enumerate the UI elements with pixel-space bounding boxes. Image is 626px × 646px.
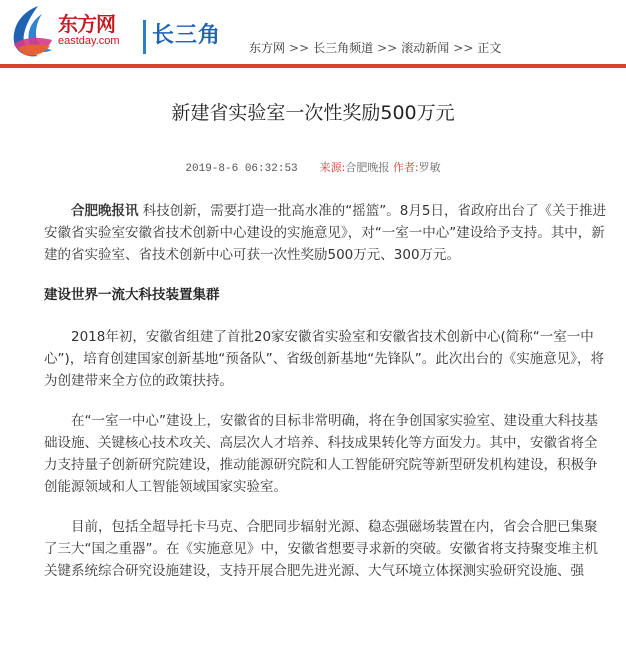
article-meta	[0, 160, 626, 177]
breadcrumb-current: 正文	[477, 41, 502, 55]
paragraph-lead: 合肥晚报讯	[71, 203, 139, 219]
article-body	[44, 200, 610, 600]
paragraph: 2018年初，安徽省组建了首批20家安徽省实验室和安徽省技术创新中心(简称“一室一中心”)，培育创建国家创新基地“预备队”、省级创新基地“先锋队”。此次出台的《实施意见》，将为创建带来全方位的政策扶持。	[44, 329, 604, 389]
source-value: 合肥晚报	[345, 161, 390, 174]
brand-domain: eastday.com	[58, 35, 120, 47]
source-label: 来源:	[319, 161, 346, 174]
paragraph: 在“一室一中心”建设上，安徽省的目标非常明确，将在争创国家实验室、建设重大科技基础设施、关键核心技术攻关、高层次人才培养、科技成果转化等方面发力。其中，安徽省将全力支持量子创新研究院建设，推动能源研究院和人工智能研究院等新型研发机构建设，积极争创能源领域和人工智能领域国家实验室。	[44, 413, 598, 495]
breadcrumb	[249, 41, 501, 55]
breadcrumb-separator: >>	[453, 41, 474, 55]
channel-title[interactable]: 长三角	[152, 23, 222, 48]
author-label: 作者:	[392, 161, 419, 174]
author-value: 罗敏	[418, 161, 441, 174]
brand-logo-text[interactable]	[58, 12, 138, 52]
site-header	[0, 0, 626, 68]
section-subheading: 建设世界一流大科技装置集群	[44, 287, 220, 303]
eastday-logo-icon[interactable]	[8, 4, 54, 58]
paragraph	[44, 200, 610, 266]
header-divider	[143, 20, 146, 54]
breadcrumb-link-news[interactable]: 滚动新闻	[401, 41, 450, 55]
breadcrumb-separator: >>	[289, 41, 310, 55]
header-accent-bar	[0, 64, 626, 68]
breadcrumb-separator: >>	[377, 41, 398, 55]
brand-name: 东方网	[58, 12, 115, 36]
paragraph-text: 科技创新，需要打造一批高水准的“摇篮”。8月5日，省政府出台了《关于推进安徽省实验室安徽省技术创新中心建设的实施意见》，对“一室一中心”建设给予支持。其中，新建的省实验室、省技术创新中心可获一次性奖励500万元、300万元。	[44, 203, 606, 263]
publish-time: 2019-8-6 06:32:53	[185, 163, 298, 175]
article-title: 新建省实验室一次性奖励500万元	[171, 102, 455, 124]
paragraph: 目前，包括全超导托卡马克、合肥同步辐射光源、稳态强磁场装置在内，省会合肥已集聚了三大“国之重器”。在《实施意见》中，安徽省想要寻求新的突破。安徽省将支持聚变堆主机关键系统综合研究设施建设，支持开展合肥先进光源、大气环境立体探测实验研究设施、强	[44, 519, 598, 579]
breadcrumb-link-channel[interactable]: 长三角频道	[313, 41, 374, 55]
breadcrumb-link-home[interactable]: 东方网	[249, 41, 286, 55]
